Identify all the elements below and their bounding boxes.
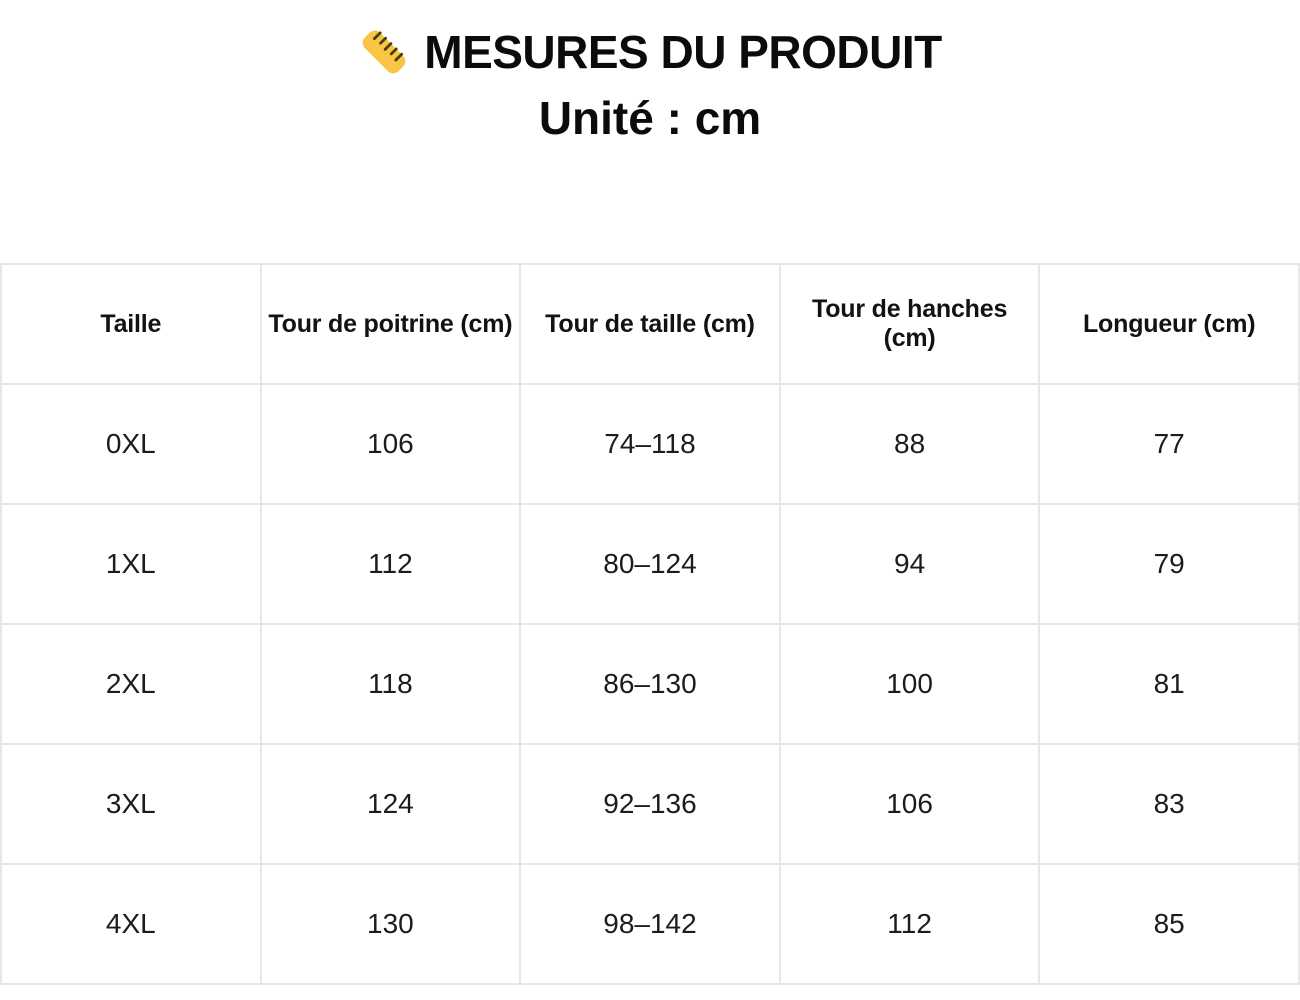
table-row [1, 384, 1299, 504]
cell-waist: 98–142 [520, 864, 780, 984]
cell-length: 79 [1039, 504, 1299, 624]
table-row [1, 624, 1299, 744]
cell-length: 83 [1039, 744, 1299, 864]
cell-size: 0XL [1, 384, 261, 504]
cell-length: 85 [1039, 864, 1299, 984]
page-header [0, 0, 1300, 144]
cell-chest: 106 [261, 384, 521, 504]
cell-length: 81 [1039, 624, 1299, 744]
table-row [1, 864, 1299, 984]
cell-chest: 124 [261, 744, 521, 864]
title-row [0, 26, 1300, 78]
header-tour-de-taille: Tour de taille (cm) [520, 264, 780, 384]
header-taille: Taille [1, 264, 261, 384]
page-title: MESURES DU PRODUIT [424, 26, 942, 78]
cell-size: 3XL [1, 744, 261, 864]
table-row [1, 504, 1299, 624]
cell-waist: 80–124 [520, 504, 780, 624]
cell-size: 4XL [1, 864, 261, 984]
header-longueur: Longueur (cm) [1039, 264, 1299, 384]
unit-subtitle: Unité : cm [538, 92, 762, 144]
ruler-icon [358, 26, 410, 78]
cell-waist: 92–136 [520, 744, 780, 864]
header-tour-de-poitrine: Tour de poitrine (cm) [261, 264, 521, 384]
cell-waist: 86–130 [520, 624, 780, 744]
cell-chest: 112 [261, 504, 521, 624]
size-chart-table [0, 263, 1300, 985]
cell-size: 1XL [1, 504, 261, 624]
header-tour-de-hanches: Tour de hanches (cm) [780, 264, 1040, 384]
cell-hips: 100 [780, 624, 1040, 744]
cell-chest: 130 [261, 864, 521, 984]
table-header-row [1, 264, 1299, 384]
cell-hips: 112 [780, 864, 1040, 984]
cell-hips: 88 [780, 384, 1040, 504]
cell-size: 2XL [1, 624, 261, 744]
cell-chest: 118 [261, 624, 521, 744]
cell-hips: 106 [780, 744, 1040, 864]
cell-hips: 94 [780, 504, 1040, 624]
cell-waist: 74–118 [520, 384, 780, 504]
cell-length: 77 [1039, 384, 1299, 504]
table-row [1, 744, 1299, 864]
